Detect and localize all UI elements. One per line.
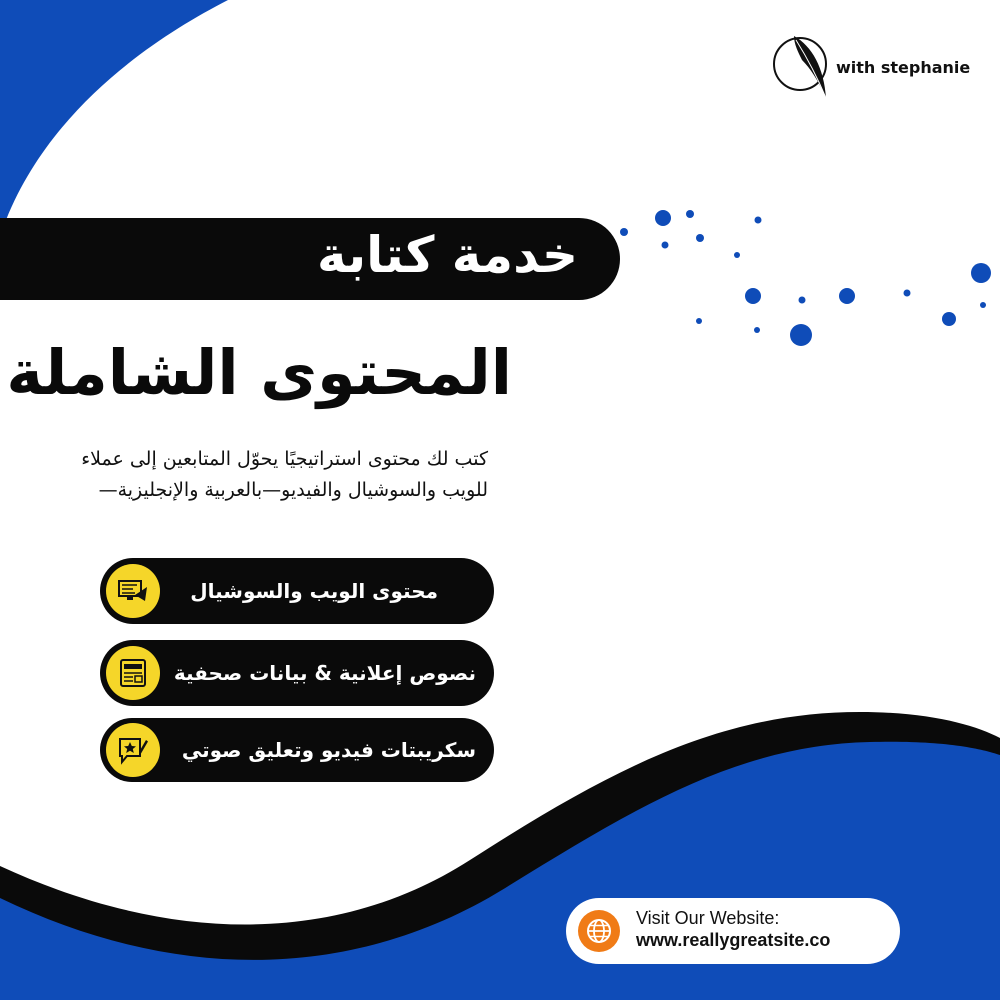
service-item-ads-press <box>100 640 494 706</box>
video-script-icon <box>106 723 160 777</box>
service-label: سكريبتات فيديو وتعليق صوتي <box>181 738 476 762</box>
title-banner <box>0 218 620 300</box>
website-link[interactable]: www.reallygreatsite.co <box>636 930 831 950</box>
service-item-web-social <box>100 558 494 624</box>
service-item-video-voiceover <box>100 718 494 782</box>
description-line-1: كتب لك محتوى استراتيجيًا يحوّل المتابعين إلى عملاء <box>81 448 488 470</box>
press-release-icon <box>106 646 160 700</box>
website-label: Visit Our Website: <box>636 908 780 928</box>
top-left-blue-shape <box>0 0 228 220</box>
globe-icon <box>578 910 620 952</box>
description <box>18 444 488 506</box>
brand-logo <box>772 28 982 108</box>
feather-quill-icon <box>772 28 832 100</box>
service-label: نصوص إعلانية & بيانات صحفية <box>173 661 476 685</box>
website-pill[interactable] <box>566 898 900 964</box>
brand-text: with stephanie <box>836 58 971 77</box>
web-content-icon <box>106 564 160 618</box>
description-line-2: للويب والسوشيال والفيديو—بالعربية والإنجليزية— <box>98 479 488 501</box>
headline: المحتوى الشاملة <box>6 336 512 409</box>
decorative-dots <box>620 210 991 346</box>
title-text: خدمة كتابة <box>317 226 578 284</box>
service-label: محتوى الويب والسوشيال <box>190 579 438 603</box>
